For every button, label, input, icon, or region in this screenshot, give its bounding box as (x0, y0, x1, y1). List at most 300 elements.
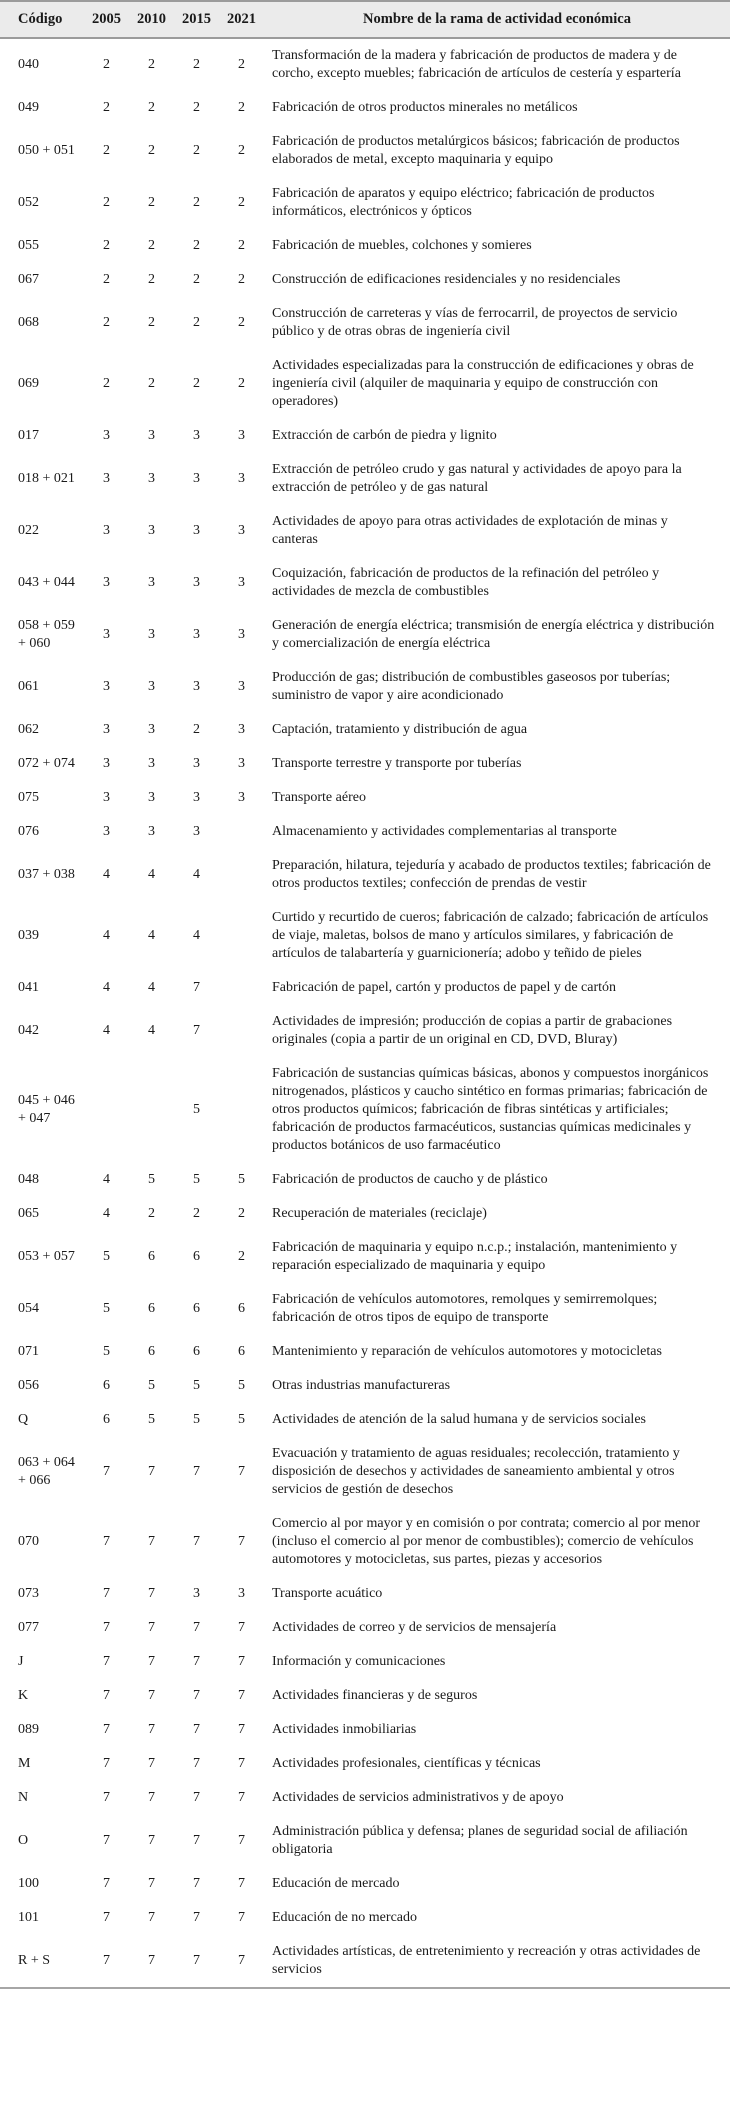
year-2010-cell: 7 (148, 1953, 155, 1968)
year-2010-cell: 2 (148, 100, 155, 115)
year-2021-cell: 7 (238, 1654, 245, 1669)
table-row (0, 901, 730, 971)
year-2021-cell (219, 1057, 264, 1163)
name-cell: Transporte acuático (272, 1586, 383, 1601)
name-cell: Fabricación de productos de caucho y de plástico (272, 1172, 548, 1187)
code-cell: 040 (18, 57, 39, 72)
table-row (0, 1437, 730, 1507)
code-cell: 018 + 021 (18, 471, 75, 486)
year-2015-cell: 7 (193, 1620, 200, 1635)
year-2015-cell: 3 (193, 756, 200, 771)
year-2005-cell: 7 (103, 1620, 110, 1635)
year-2015-cell: 3 (193, 428, 200, 443)
name-cell: Fabricación de productos metalúrgicos básicos; fabricación de productos elaborados de metal, excepto maquinaria y equipo (272, 134, 680, 167)
name-cell: Actividades financieras y de seguros (272, 1688, 478, 1703)
code-cell: 022 (18, 523, 39, 538)
year-2005-cell: 5 (103, 1301, 110, 1316)
table-row (0, 263, 730, 297)
code-cell: N (18, 1790, 29, 1805)
table-row (0, 91, 730, 125)
year-2005-cell: 4 (103, 1172, 110, 1187)
table-row (0, 849, 730, 901)
name-cell: Actividades de servicios administrativos y de apoyo (272, 1790, 564, 1805)
year-2015-cell: 3 (193, 575, 200, 590)
name-cell: Captación, tratamiento y distribución de agua (272, 722, 528, 737)
year-2021-cell: 2 (238, 315, 245, 330)
year-2005-cell: 7 (103, 1688, 110, 1703)
year-2005-cell: 3 (103, 824, 110, 839)
year-2015-cell: 3 (193, 679, 200, 694)
year-2021-cell: 2 (238, 238, 245, 253)
code-cell: 100 (18, 1876, 39, 1891)
code-cell: 049 (18, 100, 39, 115)
year-2015-cell: 5 (193, 1412, 200, 1427)
year-2015-cell: 2 (193, 272, 200, 287)
year-2021-cell: 7 (238, 1953, 245, 1968)
year-2021-cell: 7 (238, 1756, 245, 1771)
code-cell: 069 (18, 376, 39, 391)
year-2021-cell: 5 (238, 1172, 245, 1187)
name-cell: Curtido y recurtido de cueros; fabricación de calzado; fabricación de artículos de viaje, maletas, bolsos de mano y artículos similares, y fabricación de artículos de talabartería y guarnicionería; adobo y teñido de pieles (272, 910, 709, 961)
code-cell: 077 (18, 1620, 39, 1635)
year-2005-cell: 2 (103, 195, 110, 210)
name-cell: Información y comunicaciones (272, 1654, 446, 1669)
year-2015-cell: 3 (193, 1586, 200, 1601)
year-2010-cell: 7 (148, 1876, 155, 1891)
year-2005-cell: 7 (103, 1722, 110, 1737)
table-row (0, 815, 730, 849)
year-2015-cell: 7 (193, 1790, 200, 1805)
year-2010-cell: 3 (148, 575, 155, 590)
year-2005-cell: 2 (103, 57, 110, 72)
year-2010-cell: 3 (148, 722, 155, 737)
year-2010-cell: 2 (148, 315, 155, 330)
year-2015-cell: 2 (193, 376, 200, 391)
year-2015-cell: 5 (193, 1102, 200, 1117)
year-2010-cell: 7 (148, 1833, 155, 1848)
year-2010-cell: 7 (148, 1688, 155, 1703)
year-2015-cell: 4 (193, 928, 200, 943)
year-2021-cell: 7 (238, 1910, 245, 1925)
column-header-2021: 2021 (219, 1, 264, 38)
year-2021-cell: 7 (238, 1833, 245, 1848)
year-2021-cell: 2 (238, 1249, 245, 1264)
year-2021-cell: 3 (238, 428, 245, 443)
year-2021-cell: 6 (238, 1344, 245, 1359)
code-cell: 048 (18, 1172, 39, 1187)
year-2005-cell: 7 (103, 1790, 110, 1805)
table-row (0, 1163, 730, 1197)
name-cell: Fabricación de vehículos automotores, remolques y semirremolques; fabricación de otros tipos de equipo de transporte (272, 1292, 658, 1325)
year-2010-cell: 5 (148, 1412, 155, 1427)
column-header-2015: 2015 (174, 1, 219, 38)
year-2015-cell: 3 (193, 471, 200, 486)
year-2005-cell: 7 (103, 1910, 110, 1925)
code-cell: Q (18, 1412, 29, 1427)
table-row (0, 661, 730, 713)
year-2015-cell: 7 (193, 980, 200, 995)
year-2015-cell: 7 (193, 1722, 200, 1737)
year-2005-cell: 4 (103, 1206, 110, 1221)
year-2005-cell: 4 (103, 928, 110, 943)
name-cell: Fabricación de otros productos minerales no metálicos (272, 100, 578, 115)
year-2015-cell: 5 (193, 1172, 200, 1187)
year-2005-cell: 4 (103, 867, 110, 882)
year-2015-cell: 2 (193, 57, 200, 72)
name-cell: Fabricación de papel, cartón y productos de papel y de cartón (272, 980, 617, 995)
year-2010-cell: 7 (148, 1464, 155, 1479)
code-cell: 037 + 038 (18, 867, 75, 882)
code-cell: 053 + 057 (18, 1249, 75, 1264)
code-cell: 017 (18, 428, 39, 443)
code-cell: M (18, 1756, 31, 1771)
name-cell: Actividades especializadas para la construcción de edificaciones y obras de ingeniería civil (alquiler de maquinaria y equipo de construcción con operadores) (272, 358, 694, 409)
code-cell: 075 (18, 790, 39, 805)
year-2021-cell: 3 (238, 627, 245, 642)
year-2010-cell: 7 (148, 1534, 155, 1549)
code-cell: J (18, 1654, 24, 1669)
year-2010-cell: 7 (148, 1620, 155, 1635)
year-2010-cell: 7 (148, 1722, 155, 1737)
year-2015-cell: 7 (193, 1953, 200, 1968)
code-cell: 073 (18, 1586, 39, 1601)
table-row (0, 453, 730, 505)
year-2005-cell: 7 (103, 1534, 110, 1549)
table-row (0, 1577, 730, 1611)
year-2021-cell: 3 (238, 471, 245, 486)
name-cell: Actividades de apoyo para otras actividades de explotación de minas y canteras (272, 514, 668, 547)
code-cell: 062 (18, 722, 39, 737)
name-cell: Comercio al por mayor y en comisión o por contrata; comercio al por menor (incluso el comercio al por menor de combustibles); comercio de vehículos automotores y motocicletas, sus partes, piezas y accesorios (272, 1516, 701, 1567)
year-2021-cell: 2 (238, 376, 245, 391)
year-2005-cell: 2 (103, 376, 110, 391)
year-2010-cell: 2 (148, 1206, 155, 1221)
table-header (0, 1, 730, 38)
year-2005-cell: 2 (103, 315, 110, 330)
table-row (0, 713, 730, 747)
year-2005-cell: 7 (103, 1876, 110, 1891)
name-cell: Coquización, fabricación de productos de la refinación del petróleo y actividades de mezcla de combustibles (272, 566, 660, 599)
table-row (0, 229, 730, 263)
table-row (0, 1057, 730, 1163)
year-2010-cell: 3 (148, 471, 155, 486)
name-cell: Actividades inmobiliarias (272, 1722, 417, 1737)
year-2021-cell: 2 (238, 1206, 245, 1221)
year-2021-cell (219, 971, 264, 1005)
year-2005-cell: 3 (103, 679, 110, 694)
year-2005-cell: 3 (103, 790, 110, 805)
year-2021-cell: 2 (238, 57, 245, 72)
table-row (0, 1283, 730, 1335)
table-row (0, 1645, 730, 1679)
table-row (0, 177, 730, 229)
year-2005-cell: 3 (103, 627, 110, 642)
year-2021-cell: 3 (238, 1586, 245, 1601)
year-2021-cell: 5 (238, 1412, 245, 1427)
year-2010-cell: 3 (148, 428, 155, 443)
year-2015-cell: 2 (193, 1206, 200, 1221)
year-2010-cell: 7 (148, 1790, 155, 1805)
year-2005-cell: 2 (103, 272, 110, 287)
code-cell: 054 (18, 1301, 39, 1316)
code-cell: 056 (18, 1378, 39, 1393)
year-2005-cell: 5 (103, 1249, 110, 1264)
header-row (0, 1, 730, 38)
table-row (0, 1231, 730, 1283)
name-cell: Recuperación de materiales (reciclaje) (272, 1206, 487, 1221)
year-2010-cell: 4 (148, 980, 155, 995)
year-2021-cell: 3 (238, 756, 245, 771)
year-2005-cell (84, 1057, 129, 1163)
column-header-2005: 2005 (84, 1, 129, 38)
code-cell: R + S (18, 1953, 51, 1968)
table-row (0, 747, 730, 781)
table-row (0, 1713, 730, 1747)
table-row (0, 971, 730, 1005)
code-cell: 067 (18, 272, 39, 287)
year-2021-cell: 6 (238, 1301, 245, 1316)
name-cell: Actividades profesionales, científicas y técnicas (272, 1756, 541, 1771)
name-cell: Producción de gas; distribución de combustibles gaseosos por tuberías; suministro de vapor y aire acondicionado (272, 670, 671, 703)
year-2015-cell: 7 (193, 1654, 200, 1669)
table-row (0, 1679, 730, 1713)
year-2005-cell: 7 (103, 1586, 110, 1601)
year-2010-cell: 2 (148, 143, 155, 158)
code-cell: O (18, 1833, 29, 1848)
year-2015-cell: 3 (193, 824, 200, 839)
code-cell: 071 (18, 1344, 39, 1359)
column-header-codigo: Código (0, 1, 84, 38)
code-cell: 068 (18, 315, 39, 330)
year-2021-cell: 2 (238, 100, 245, 115)
year-2021-cell: 5 (238, 1378, 245, 1393)
year-2015-cell: 7 (193, 1023, 200, 1038)
table-row (0, 38, 730, 91)
table-row (0, 419, 730, 453)
year-2015-cell: 5 (193, 1378, 200, 1393)
year-2005-cell: 3 (103, 428, 110, 443)
code-cell: 065 (18, 1206, 39, 1221)
year-2021-cell: 3 (238, 575, 245, 590)
year-2015-cell: 2 (193, 100, 200, 115)
code-cell: 045 + 046 + 047 (18, 1093, 75, 1126)
name-cell: Fabricación de sustancias químicas básicas, abonos y compuestos inorgánicos nitrogenados, plásticos y caucho sintético en formas primarias; fabricación de otros productos químicos; fabricación de fibras sintéticas y artificiales; fabricación de productos farmacéuticos, sustancias químicas medicinales y productos botánicos de uso farmacéutico (272, 1066, 709, 1153)
year-2010-cell: 3 (148, 523, 155, 538)
name-cell: Otras industrias manufactureras (272, 1378, 451, 1393)
table-row (0, 349, 730, 419)
name-cell: Construcción de carreteras y vías de ferrocarril, de proyectos de servicio público y de otras obras de ingeniería civil (272, 306, 678, 339)
year-2010-cell: 6 (148, 1301, 155, 1316)
year-2010-cell: 3 (148, 756, 155, 771)
code-cell: 042 (18, 1023, 39, 1038)
year-2010-cell: 3 (148, 679, 155, 694)
year-2021-cell: 7 (238, 1620, 245, 1635)
year-2005-cell: 3 (103, 471, 110, 486)
table-row (0, 557, 730, 609)
name-cell: Construcción de edificaciones residenciales y no residenciales (272, 272, 621, 287)
year-2015-cell: 7 (193, 1833, 200, 1848)
name-cell: Extracción de petróleo crudo y gas natural y actividades de apoyo para la extracción de petróleo y de gas natural (272, 462, 682, 495)
year-2010-cell: 2 (148, 195, 155, 210)
year-2010-cell: 3 (148, 790, 155, 805)
year-2015-cell: 3 (193, 523, 200, 538)
table-row (0, 1901, 730, 1935)
year-2015-cell: 7 (193, 1910, 200, 1925)
year-2021-cell: 2 (238, 143, 245, 158)
name-cell: Transporte terrestre y transporte por tuberías (272, 756, 522, 771)
table-row (0, 1935, 730, 1988)
code-cell: 089 (18, 1722, 39, 1737)
year-2015-cell: 2 (193, 143, 200, 158)
year-2021-cell (219, 901, 264, 971)
year-2021-cell: 3 (238, 523, 245, 538)
code-cell: 039 (18, 928, 39, 943)
year-2021-cell: 7 (238, 1534, 245, 1549)
code-cell: 055 (18, 238, 39, 253)
year-2015-cell: 6 (193, 1301, 200, 1316)
table-row (0, 125, 730, 177)
code-cell: 076 (18, 824, 39, 839)
year-2021-cell (219, 849, 264, 901)
name-cell: Educación de no mercado (272, 1910, 417, 1925)
name-cell: Fabricación de muebles, colchones y somieres (272, 238, 532, 253)
year-2015-cell: 7 (193, 1876, 200, 1891)
code-cell: 063 + 064 + 066 (18, 1455, 75, 1488)
year-2005-cell: 3 (103, 575, 110, 590)
year-2010-cell (129, 1057, 174, 1163)
table-row (0, 609, 730, 661)
table-row (0, 1335, 730, 1369)
name-cell: Transformación de la madera y fabricación de productos de madera y de corcho, excepto muebles; fabricación de artículos de cestería y espartería (272, 48, 681, 81)
table-row (0, 1781, 730, 1815)
year-2010-cell: 3 (148, 627, 155, 642)
table-row (0, 1197, 730, 1231)
year-2021-cell: 3 (238, 722, 245, 737)
code-cell: 070 (18, 1534, 39, 1549)
year-2010-cell: 5 (148, 1378, 155, 1393)
name-cell: Educación de mercado (272, 1876, 400, 1891)
year-2021-cell (219, 1005, 264, 1057)
year-2015-cell: 7 (193, 1756, 200, 1771)
year-2010-cell: 2 (148, 376, 155, 391)
year-2005-cell: 3 (103, 722, 110, 737)
year-2010-cell: 4 (148, 1023, 155, 1038)
year-2010-cell: 6 (148, 1249, 155, 1264)
code-cell: 058 + 059 + 060 (18, 618, 75, 651)
code-cell: 050 + 051 (18, 143, 75, 158)
name-cell: Actividades de atención de la salud humana y de servicios sociales (272, 1412, 646, 1427)
year-2005-cell: 2 (103, 143, 110, 158)
year-2021-cell: 3 (238, 679, 245, 694)
year-2005-cell: 7 (103, 1654, 110, 1669)
column-header-nombre: Nombre de la rama de actividad económica (264, 1, 730, 38)
year-2015-cell: 4 (193, 867, 200, 882)
year-2010-cell: 2 (148, 57, 155, 72)
table-row (0, 1815, 730, 1867)
year-2015-cell: 6 (193, 1344, 200, 1359)
year-2015-cell: 2 (193, 238, 200, 253)
year-2015-cell: 3 (193, 627, 200, 642)
name-cell: Fabricación de aparatos y equipo eléctrico; fabricación de productos informáticos, electrónicos y ópticos (272, 186, 655, 219)
year-2005-cell: 6 (103, 1412, 110, 1427)
code-cell: 052 (18, 195, 39, 210)
year-2015-cell: 7 (193, 1534, 200, 1549)
name-cell: Transporte aéreo (272, 790, 366, 805)
name-cell: Mantenimiento y reparación de vehículos automotores y motocicletas (272, 1344, 662, 1359)
year-2005-cell: 7 (103, 1833, 110, 1848)
year-2015-cell: 2 (193, 195, 200, 210)
year-2021-cell: 3 (238, 790, 245, 805)
name-cell: Evacuación y tratamiento de aguas residuales; recolección, tratamiento y disposición de desechos y actividades de saneamiento ambiental y otros servicios de gestión de desechos (272, 1446, 680, 1497)
name-cell: Administración pública y defensa; planes de seguridad social de afiliación obligatoria (272, 1824, 688, 1857)
year-2021-cell: 7 (238, 1790, 245, 1805)
code-cell: 072 + 074 (18, 756, 75, 771)
year-2005-cell: 7 (103, 1464, 110, 1479)
year-2010-cell: 2 (148, 238, 155, 253)
table-row (0, 1747, 730, 1781)
year-2021-cell (219, 815, 264, 849)
year-2010-cell: 4 (148, 928, 155, 943)
name-cell: Actividades de impresión; producción de copias a partir de grabaciones originales (copia a partir de un original en CD, DVD, Bluray) (272, 1014, 673, 1047)
year-2005-cell: 4 (103, 1023, 110, 1038)
year-2005-cell: 3 (103, 756, 110, 771)
name-cell: Actividades artísticas, de entretenimiento y recreación y otras actividades de servicios (272, 1944, 701, 1977)
table-row (0, 1867, 730, 1901)
table-row (0, 1369, 730, 1403)
year-2015-cell: 2 (193, 722, 200, 737)
year-2021-cell: 7 (238, 1688, 245, 1703)
table-row (0, 1005, 730, 1057)
code-cell: 061 (18, 679, 39, 694)
code-cell: K (18, 1688, 29, 1703)
year-2005-cell: 7 (103, 1756, 110, 1771)
year-2005-cell: 2 (103, 238, 110, 253)
name-cell: Almacenamiento y actividades complementarias al transporte (272, 824, 617, 839)
column-header-2010: 2010 (129, 1, 174, 38)
name-cell: Extracción de carbón de piedra y lignito (272, 428, 497, 443)
code-cell: 043 + 044 (18, 575, 75, 590)
year-2005-cell: 2 (103, 100, 110, 115)
code-cell: 041 (18, 980, 39, 995)
year-2005-cell: 6 (103, 1378, 110, 1393)
year-2010-cell: 3 (148, 824, 155, 839)
year-2010-cell: 4 (148, 867, 155, 882)
year-2015-cell: 7 (193, 1464, 200, 1479)
year-2021-cell: 7 (238, 1876, 245, 1891)
year-2015-cell: 2 (193, 315, 200, 330)
name-cell: Actividades de correo y de servicios de mensajería (272, 1620, 557, 1635)
year-2005-cell: 4 (103, 980, 110, 995)
year-2010-cell: 7 (148, 1756, 155, 1771)
name-cell: Generación de energía eléctrica; transmisión de energía eléctrica y distribución y comercialización de energía eléctrica (272, 618, 715, 651)
year-2010-cell: 5 (148, 1172, 155, 1187)
year-2005-cell: 3 (103, 523, 110, 538)
name-cell: Fabricación de maquinaria y equipo n.c.p.; instalación, mantenimiento y reparación especializado de maquinaria y equipo (272, 1240, 678, 1273)
year-2021-cell: 2 (238, 195, 245, 210)
code-cell: 101 (18, 1910, 39, 1925)
year-2015-cell: 6 (193, 1249, 200, 1264)
table-row (0, 297, 730, 349)
year-2010-cell: 6 (148, 1344, 155, 1359)
table-body (0, 38, 730, 1988)
table-row (0, 1611, 730, 1645)
table-row (0, 505, 730, 557)
table-row (0, 1403, 730, 1437)
name-cell: Preparación, hilatura, tejeduría y acabado de productos textiles; fabricación de otros productos textiles; confección de prendas de vestir (272, 858, 711, 891)
year-2021-cell: 7 (238, 1722, 245, 1737)
year-2010-cell: 2 (148, 272, 155, 287)
year-2015-cell: 7 (193, 1688, 200, 1703)
